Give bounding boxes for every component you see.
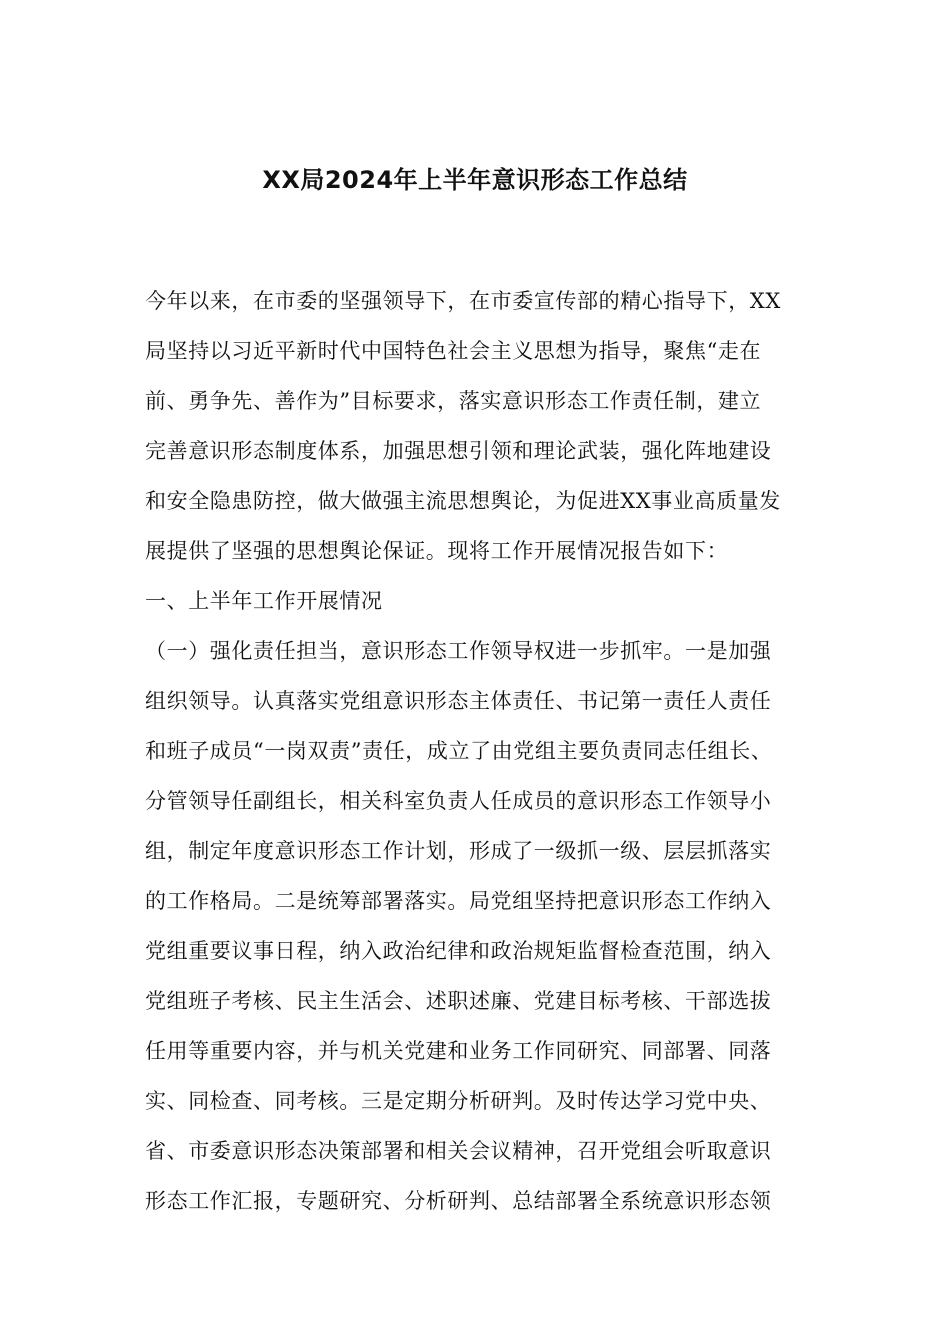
text-line: 和安全隐患防控，做大做强主流思想舆论，为促进XX事业高质量发 [145, 489, 781, 513]
section-heading: 一、上半年工作开展情况 [145, 589, 383, 613]
text-line: 局坚持以习近平新时代中国特色社会主义思想为指导，聚焦“走在 [145, 339, 762, 363]
document-title: XX局2024年上半年意识形态工作总结 [262, 166, 688, 194]
text-line: 今年以来，在市委的坚强领导下，在市委宣传部的精心指导下，XX [145, 289, 781, 313]
text-line: （一）强化责任担当，意识形态工作领导权进一步抓牢。一是加强 [145, 639, 772, 663]
text-line: 党组重要议事日程，纳入政治纪律和政治规矩监督检查范围，纳入 [145, 939, 772, 963]
text-line: 和班子成员“一岗双责”责任，成立了由党组主要负责同志任组长、 [145, 739, 773, 763]
text-line: 完善意识形态制度体系，加强思想引领和理论武装，强化阵地建设 [145, 439, 772, 463]
text-line: 党组班子考核、民主生活会、述职述廉、党建目标考核、干部选拔 [145, 989, 772, 1013]
text-line: 分管领导任副组长，相关科室负责人任成员的意识形态工作领导小 [145, 789, 772, 813]
text-line: 实、同检查、同考核。三是定期分析研判。及时传达学习党中央、 [145, 1089, 772, 1113]
text-line: 展提供了坚强的思想舆论保证。现将工作开展情况报告如下： [145, 539, 729, 563]
text-line: 形态工作汇报，专题研究、分析研判、总结部署全系统意识形态领 [145, 1189, 772, 1213]
text-line: 任用等重要内容，并与机关党建和业务工作同研究、同部署、同落 [145, 1039, 772, 1063]
text-line: 的工作格局。二是统筹部署落实。局党组坚持把意识形态工作纳入 [145, 889, 772, 913]
text-line: 组，制定年度意识形态工作计划，形成了一级抓一级、层层抓落实 [145, 839, 772, 863]
text-line: 组织领导。认真落实党组意识形态主体责任、书记第一责任人责任 [145, 689, 772, 713]
text-line: 省、市委意识形态决策部署和相关会议精神，召开党组会听取意识 [145, 1139, 772, 1163]
document-body [145, 276, 845, 1226]
text-line: 前、勇争先、善作为”目标要求，落实意识形态工作责任制，建立 [145, 389, 762, 413]
